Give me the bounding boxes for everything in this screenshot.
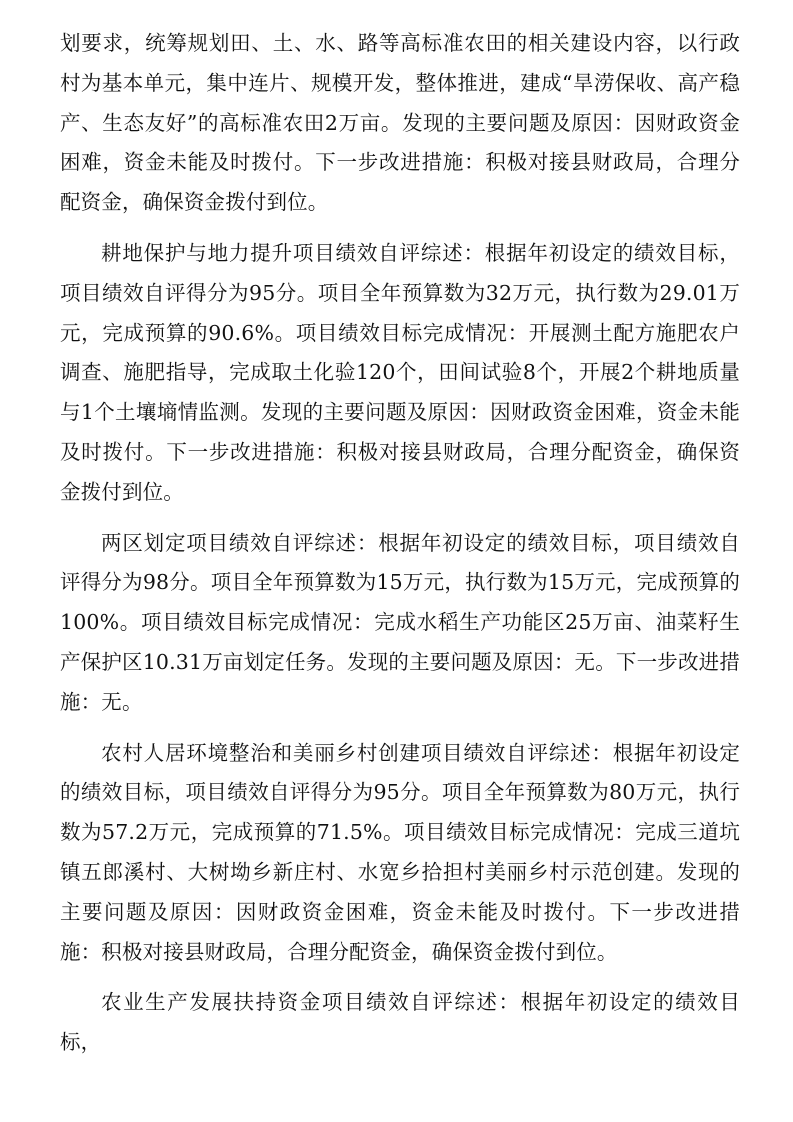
document-body bbox=[60, 24, 740, 1074]
paragraph-agricultural-production-support: 农业生产发展扶持资金项目绩效自评综述：根据年初设定的绩效目标， bbox=[60, 990, 740, 1055]
paragraph-rural-environment-improvement: 农村人居环境整治和美丽乡村创建项目绩效自评综述：根据年初设定的绩效目标，项目绩效自评得分为95分。项目全年预算数为80万元，执行数为57.2万元，完成预算的71.5%。项目绩效目标完成情况：完成三道坑镇五郎溪村、大树坳乡新庄村、水宽乡拾担村美丽乡村示范创建。发现的主要问题及原因：因财政资金困难，资金未能及时拨付。下一步改进措施：积极对接县财政局，合理分配资金，确保资金拨付到位。 bbox=[60, 740, 740, 964]
paragraph-farmland-construction-continued: 划要求，统筹规划田、土、水、路等高标准农田的相关建设内容，以行政村为基本单元，集中连片、规模开发，整体推进，建成“旱涝保收、高产稳产、生态友好”的高标准农田2万亩。发现的主要问题及原因：因财政资金困难，资金未能及时拨付。下一步改进措施：积极对接县财政局，合理分配资金，确保资金拨付到位。 bbox=[60, 31, 740, 215]
paragraph-cultivated-land-protection: 耕地保护与地力提升项目绩效自评综述：根据年初设定的绩效目标，项目绩效自评得分为95分。项目全年预算数为32万元，执行数为29.01万元，完成预算的90.6%。项目绩效目标完成情况：开展测土配方施肥农户调查、施肥指导，完成取土化验120个，田间试验8个，开展2个耕地质量与1个土壤墒情监测。发现的主要问题及原因：因财政资金困难，资金未能及时拨付。下一步改进措施：积极对接县财政局，合理分配资金，确保资金拨付到位。 bbox=[60, 240, 740, 504]
paragraph-two-zones-delineation: 两区划定项目绩效自评综述：根据年初设定的绩效目标，项目绩效自评得分为98分。项目全年预算数为15万元，执行数为15万元，完成预算的100%。项目绩效目标完成情况：完成水稻生产功能区25万亩、油菜籽生产保护区10.31万亩划定任务。发现的主要问题及原因：无。下一步改进措施：无。 bbox=[60, 530, 740, 714]
